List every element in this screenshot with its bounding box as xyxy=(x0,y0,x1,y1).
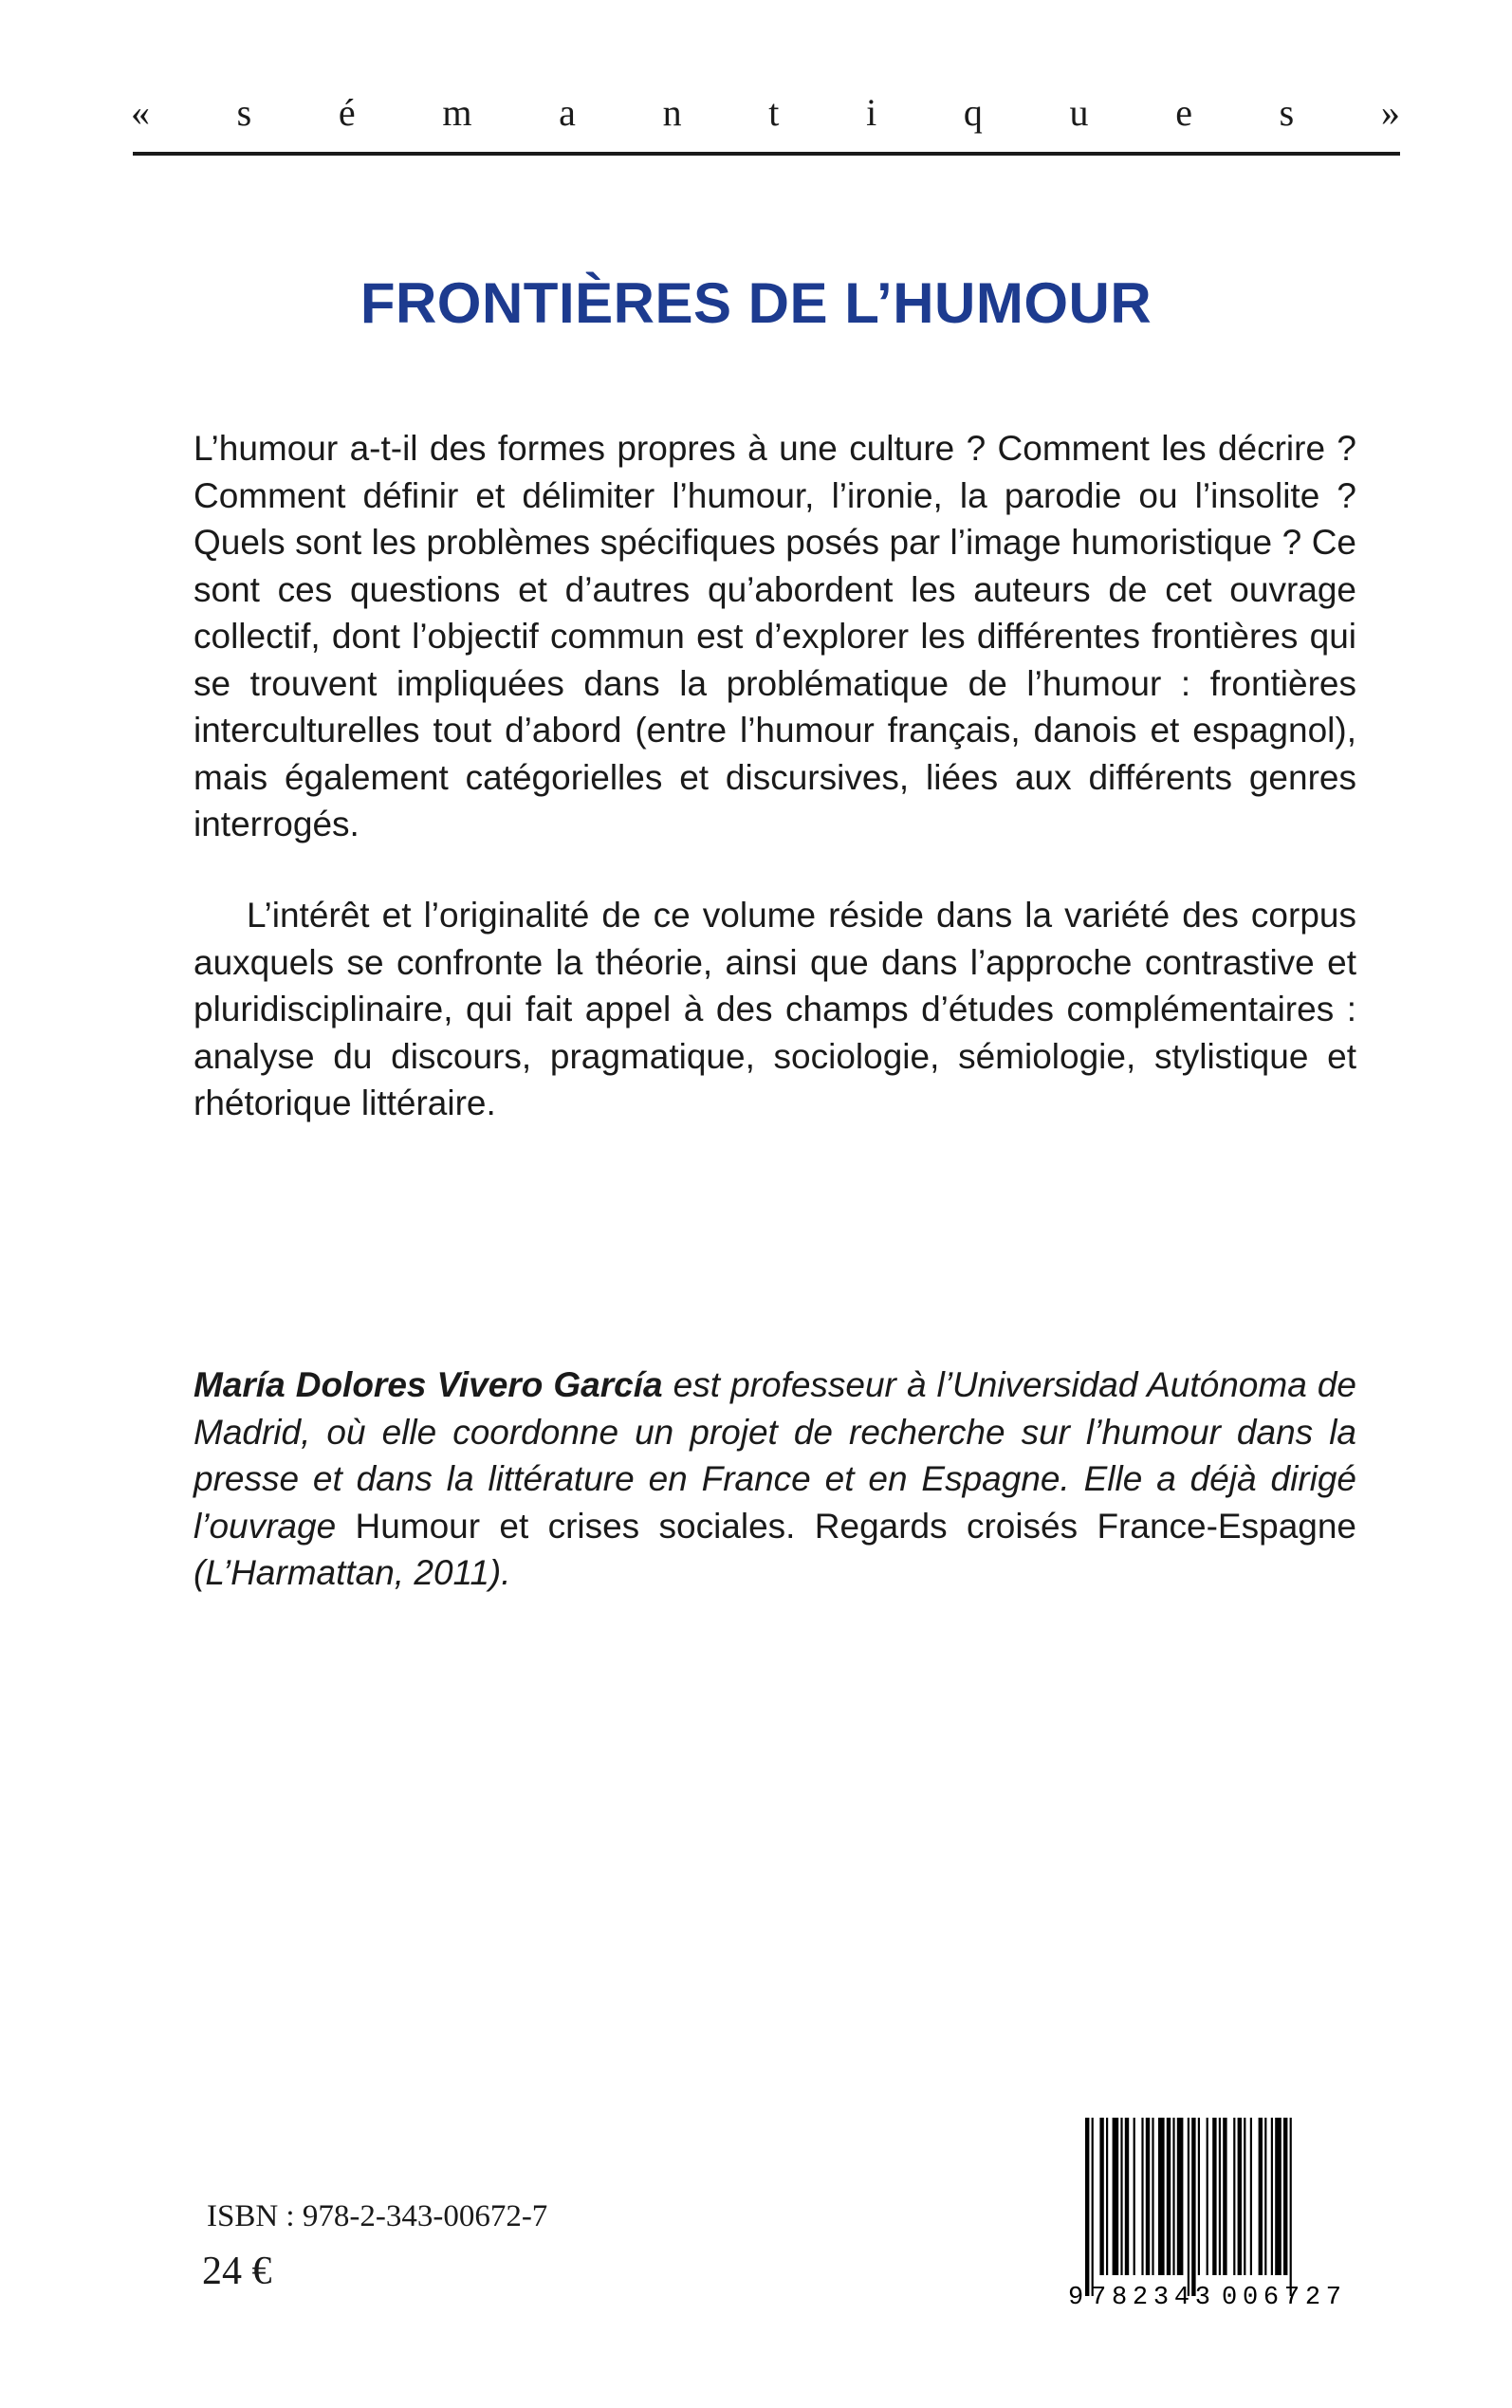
barcode-bar xyxy=(1177,2118,1184,2275)
barcode-bar xyxy=(1244,2118,1245,2275)
barcode-bar xyxy=(1092,2118,1094,2296)
barcode-bar xyxy=(1167,2118,1171,2275)
barcode-bar xyxy=(1085,2118,1089,2296)
series-letter: s xyxy=(1279,91,1295,134)
barcode-bar xyxy=(1106,2118,1108,2275)
header-rule xyxy=(133,152,1400,156)
series-letter: i xyxy=(866,91,877,134)
barcode-bar xyxy=(1120,2118,1122,2275)
barcode-bar xyxy=(1283,2118,1287,2275)
book-title: FRONTIÈRES DE L’HUMOUR xyxy=(360,271,1152,335)
series-letter: m xyxy=(442,91,472,134)
series-letter: u xyxy=(1069,91,1089,134)
barcode-bar xyxy=(1141,2118,1143,2275)
barcode-bar xyxy=(1238,2118,1242,2275)
barcode-bar xyxy=(1158,2118,1165,2275)
barcode-bar xyxy=(1275,2118,1282,2275)
barcode-bar xyxy=(1212,2118,1216,2275)
price: 24 € xyxy=(202,2250,272,2293)
barcode-bar xyxy=(1113,2118,1119,2275)
series-letter: a xyxy=(559,91,576,134)
barcode xyxy=(1062,2118,1360,2307)
series-letter: é xyxy=(338,91,356,134)
series-letter: e xyxy=(1175,91,1192,134)
series-letter: » xyxy=(1380,91,1400,134)
barcode-bar xyxy=(1099,2118,1103,2275)
barcode-bar xyxy=(1146,2118,1150,2275)
author-bio-text: est professeur à l’Universidad Autónoma de Madrid, où elle coordonne un projet de recherche sur l’humour dans la presse et dans la littérature en France et en Espagne. Elle a déjà dirigé l’ouvrage xyxy=(194,1365,1356,1546)
barcode-bar xyxy=(1233,2118,1235,2275)
barcode-bar xyxy=(1223,2118,1226,2275)
description-paragraph-2: L’intérêt et l’originalité de ce volume réside dans la variété des corpus auxquels se confronte la théorie, ainsi que dans l’approche contrastive et pluridisciplinaire, qui fait appel à des champs d’études complémentaires : analyse du discours, pragmatique, sociologie, sémiologie, stylistique et rhétorique littéraire. xyxy=(194,896,1356,1122)
barcode-bar xyxy=(1152,2118,1153,2275)
barcode-bar xyxy=(1134,2118,1135,2275)
barcode-bar xyxy=(1219,2118,1221,2275)
isbn: ISBN : 978-2-343-00672-7 xyxy=(207,2199,548,2233)
barcode-bar xyxy=(1271,2118,1273,2275)
author-name: María Dolores Vivero García xyxy=(194,1365,663,1404)
barcode-digit-prefix: 9 xyxy=(1068,2284,1084,2307)
series-letter: q xyxy=(963,91,983,134)
barcode-bar xyxy=(1259,2118,1263,2275)
series-letter: t xyxy=(768,91,780,134)
barcode-bar xyxy=(1191,2118,1195,2296)
series-letter: n xyxy=(662,91,682,134)
series-letter: « xyxy=(131,91,150,134)
barcode-bar xyxy=(1172,2118,1174,2275)
barcode-bar xyxy=(1290,2118,1292,2296)
referenced-book-title: Humour et crises sociales. Regards croisés France-Espagne xyxy=(336,1506,1356,1546)
barcode-bar xyxy=(1198,2118,1200,2275)
barcode-digit-group-1: 782343 xyxy=(1091,2284,1210,2307)
barcode-bar xyxy=(1125,2118,1129,2275)
barcode-bar xyxy=(1207,2118,1208,2275)
series-letter: s xyxy=(236,91,252,134)
description-paragraph-1: L’humour a-t-il des formes propres à une culture ? Comment les décrire ? Comment définir et délimiter l’humour, l’ironie, la parodie ou l’insolite ? Quels sont les problèmes spécifiques posés par l’image humoristique ? Ce sont ces questions et d’autres qu’abordent les auteurs de cet ouvrage collectif, dont l’objectif commun est d’explorer les différentes frontières qui se trouvent impliquées dans la problématique de l’humour : frontières interculturelles tout d’abord (entre l’humour français, danois et espagnol), mais également catégorielles et discursives, liées aux différents genres interrogés. xyxy=(194,429,1356,843)
referenced-publisher: (L’Harmattan, 2011). xyxy=(194,1553,511,1592)
barcode-bar xyxy=(1250,2118,1252,2275)
series-name xyxy=(131,90,1400,135)
barcode-bar xyxy=(1264,2118,1266,2275)
barcode-digit-group-2: 006727 xyxy=(1222,2284,1341,2307)
author-bio xyxy=(194,1361,1356,1597)
barcode-bar xyxy=(1188,2118,1189,2296)
